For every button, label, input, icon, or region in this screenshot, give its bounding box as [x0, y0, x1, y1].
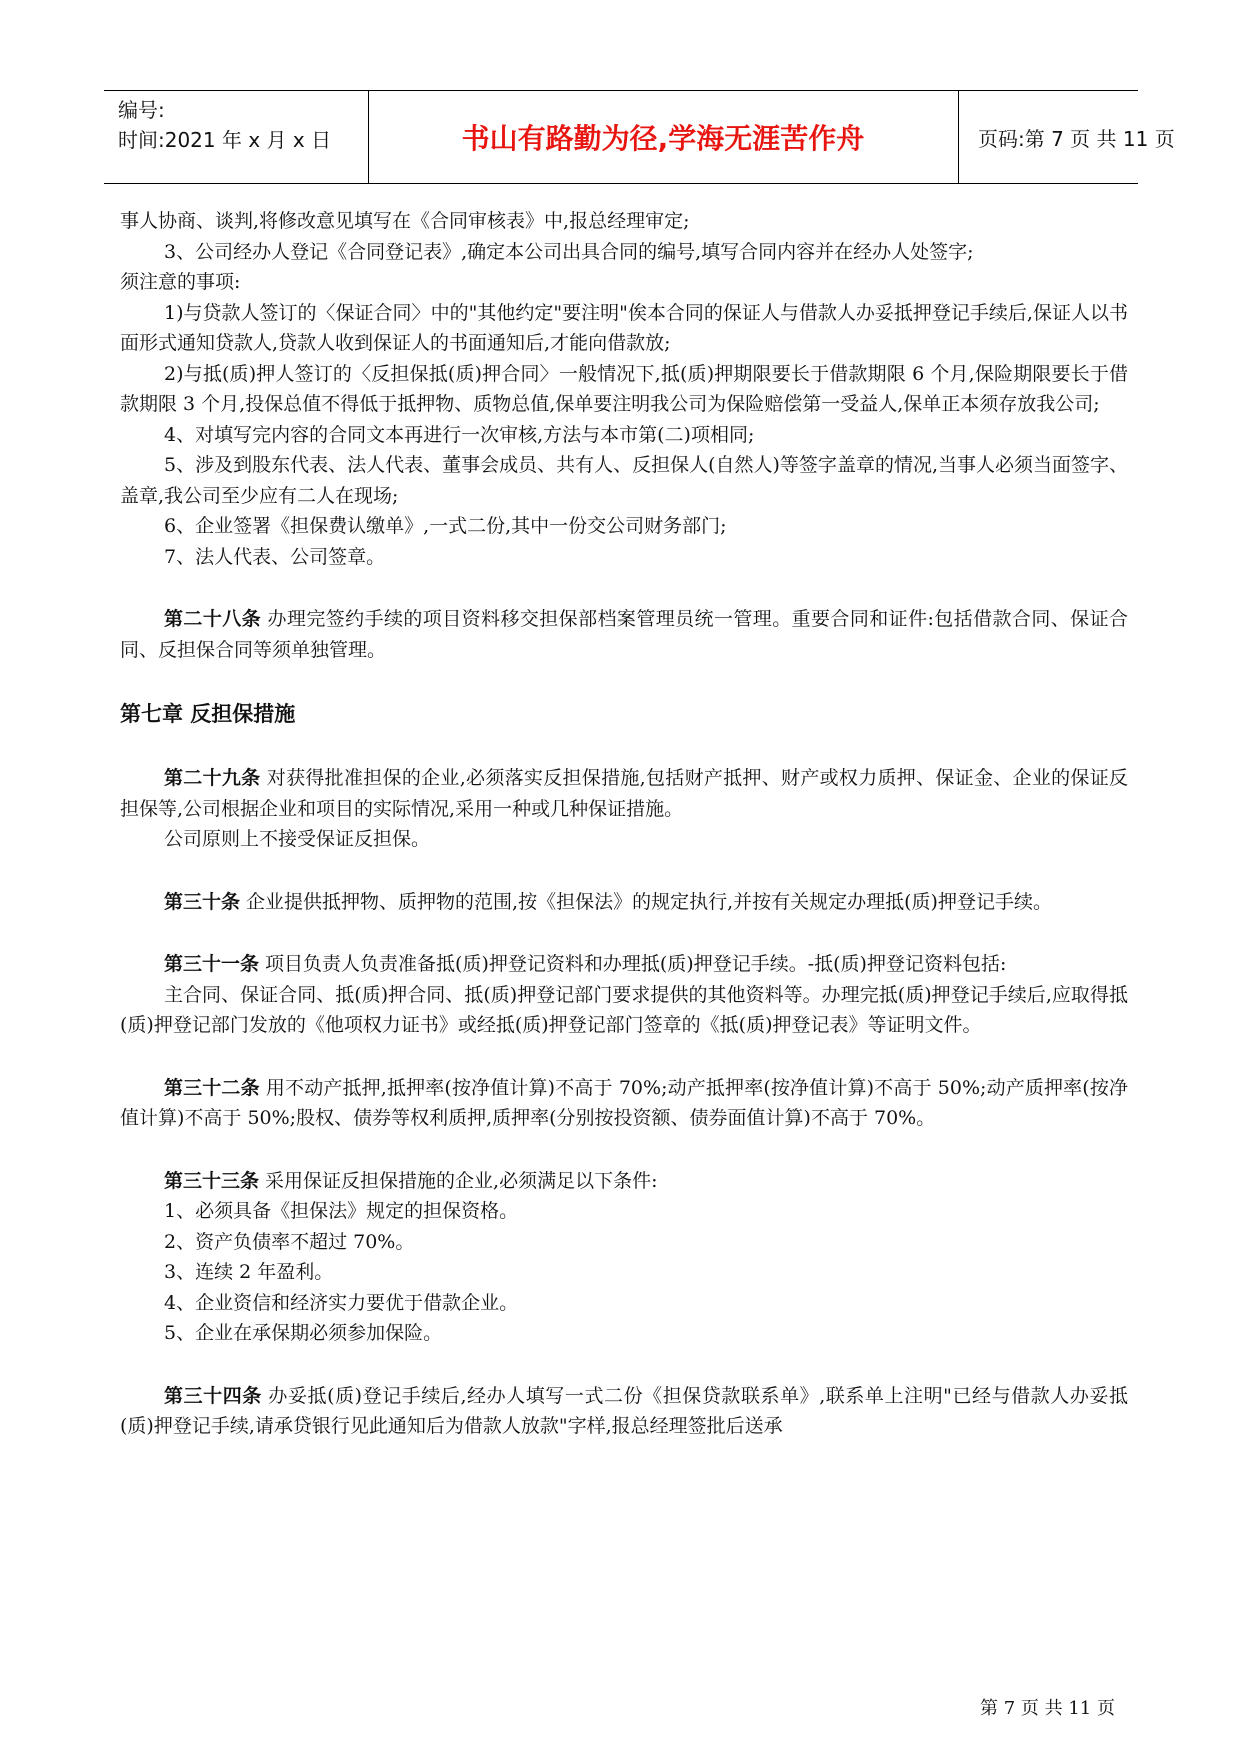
- paragraph: 7、法人代表、公司签章。: [164, 545, 386, 568]
- list-item: 4、企业资信和经济实力要优于借款企业。: [164, 1291, 519, 1314]
- paragraph: 1)与贷款人签订的〈保证合同〉中的"其他约定"要注明"俟本合同的保证人与借款人办妥抵押登记手续后,保证人以书面形式通知贷款人,贷款人收到保证人的书面通知后,才能向借款放;: [120, 301, 1128, 354]
- article-title: 第二十九条: [164, 767, 261, 789]
- article-text: 用不动产抵押,抵押率(按净值计算)不高于 70%;动产抵押率(按净值计算)不高于 50%;动产质押率(按净值计算)不高于 50%;股权、债券等权利质押,质押率(分别按投资额、债券面值计算)不高于 70%。: [120, 1076, 1128, 1129]
- list-item: 2、资产负债率不超过 70%。: [164, 1230, 415, 1253]
- page-footer: 第 7 页 共 11 页: [980, 1698, 1115, 1719]
- article-30: [120, 887, 1128, 918]
- article-title: 第三十三条: [164, 1169, 260, 1192]
- header-info: [118, 95, 363, 179]
- list-item: 5、企业在承保期必须参加保险。: [164, 1322, 443, 1344]
- article-title: 第三十一条: [164, 953, 260, 975]
- paragraph: 事人协商、谈判,将修改意见填写在《合同审核表》中,报总经理审定;: [120, 210, 690, 232]
- list-item: 1、必须具备《担保法》规定的担保资格。: [164, 1200, 519, 1222]
- article-text: 项目负责人负责准备抵(质)押登记资料和办理抵(质)押登记手续。-抵(质)押登记资料包括:: [259, 953, 1007, 975]
- article-text: 对获得批准担保的企业,必须落实反担保措施,包括财产抵押、财产或权力质押、保证金、企业的保证反担保等,公司根据企业和项目的实际情况,采用一种或几种保证措施。: [120, 767, 1128, 820]
- article-title: 第二十八条: [164, 608, 262, 630]
- paragraph: 2)与抵(质)押人签订的〈反担保抵(质)押合同〉一般情况下,抵(质)押期限要长于借款期限 6 个月,保险期限要长于借款期限 3 个月,投保总值不得低于抵押物、质物总值,保单要注明我公司为保险赔偿第一受益人,保单正本须存放我公司;: [120, 362, 1128, 415]
- list-item: 3、连续 2 年盈利。: [164, 1261, 334, 1283]
- article-title: 第三十二条: [164, 1076, 260, 1099]
- chapter-heading: 第七章 反担保措施: [120, 702, 296, 726]
- paragraph: 主合同、保证合同、抵(质)押合同、抵(质)押登记部门要求提供的其他资料等。办理完抵(质)押登记手续后,应取得抵(质)押登记部门发放的《他项权力证书》或经抵(质)押登记部门签章的《抵(质)押登记表》等证明文件。: [120, 983, 1128, 1036]
- document-number-label: 编号:: [118, 98, 165, 122]
- article-31: [120, 949, 1128, 980]
- paragraph: 4、对填写完内容的合同文本再进行一次审核,方法与本市第(二)项相同;: [164, 423, 755, 446]
- article-title: 第三十条: [164, 890, 241, 913]
- article-text: 办妥抵(质)登记手续后,经办人填写一式二份《担保贷款联系单》,联系单上注明"已经与借款人办妥抵(质)押登记手续,请承贷银行见此通知后为借款人放款"字样,报总经理签批后送承: [120, 1384, 1128, 1437]
- paragraph: 公司原则上不接受保证反担保。: [164, 828, 431, 850]
- article-33: [120, 1166, 1128, 1197]
- article-text: 企业提供抵押物、质押物的范围,按《担保法》的规定执行,并按有关规定办理抵(质)押登记手续。: [240, 890, 1052, 913]
- document-time-label: 时间:2021 年 x 月 x 日: [118, 128, 332, 152]
- article-32: [120, 1073, 1128, 1134]
- document-body: [120, 206, 1128, 1442]
- header-divider-right: [958, 91, 959, 183]
- paragraph: 6、企业签署《担保费认缴单》,一式二份,其中一份交公司财务部门;: [164, 515, 727, 537]
- page-header: [104, 90, 1175, 184]
- article-28: [120, 604, 1128, 665]
- paragraph: 5、涉及到股东代表、法人代表、董事会成员、共有人、反担保人(自然人)等签字盖章的情况,当事人必须当面签字、盖章,我公司至少应有二人在现场;: [120, 454, 1128, 507]
- header-motto: 书山有路勤为径,学海无涯苦作舟: [461, 122, 865, 155]
- header-page-number: 页码:第 7 页 共 11 页: [978, 126, 1175, 151]
- article-title: 第三十四条: [164, 1384, 262, 1407]
- article-text: 办理完签约手续的项目资料移交担保部档案管理员统一管理。重要合同和证件:包括借款合同、保证合同、反担保合同等须单独管理。: [120, 608, 1128, 661]
- article-29: [120, 763, 1128, 824]
- article-34: [120, 1381, 1128, 1442]
- article-text: 采用保证反担保措施的企业,必须满足以下条件:: [259, 1169, 658, 1192]
- paragraph: 3、公司经办人登记《合同登记表》,确定本公司出具合同的编号,填写合同内容并在经办人处签字;: [164, 240, 974, 263]
- paragraph: 须注意的事项:: [120, 271, 241, 293]
